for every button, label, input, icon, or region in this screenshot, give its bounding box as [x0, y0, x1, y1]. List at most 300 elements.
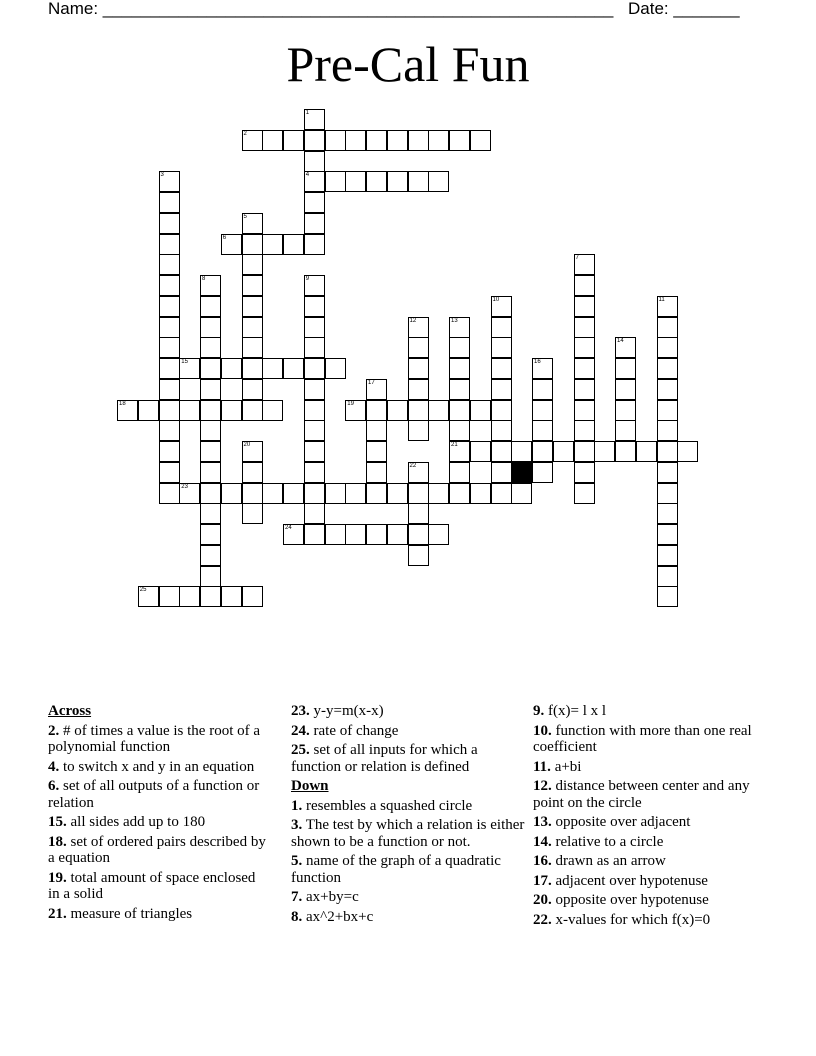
crossword-cell[interactable]: [657, 420, 678, 441]
crossword-cell[interactable]: [449, 483, 470, 504]
crossword-cell[interactable]: [159, 420, 180, 441]
clues-column-3: [533, 703, 769, 931]
clue-text: a+bi: [554, 758, 582, 775]
clue-label: 2.: [48, 722, 60, 739]
crossword-cell[interactable]: [242, 296, 263, 317]
clues-column-1: [48, 703, 270, 925]
crossword-cell[interactable]: [574, 400, 595, 421]
clues-column-2: [291, 703, 527, 928]
crossword-cell[interactable]: [304, 420, 325, 441]
down-clue: [533, 892, 769, 909]
clue-number: 13: [451, 317, 458, 324]
crossword-cell[interactable]: [221, 234, 242, 255]
crossword-cell[interactable]: [159, 296, 180, 317]
crossword-cell[interactable]: [449, 130, 470, 151]
clue-text: adjacent over hypotenuse: [555, 872, 708, 889]
clue-text: total amount of space enclosed in a solid: [48, 869, 256, 902]
crossword-cell[interactable]: [491, 296, 512, 317]
crossword-cell[interactable]: [615, 420, 636, 441]
crossword-cell[interactable]: [387, 483, 408, 504]
crossword-cell[interactable]: [408, 379, 429, 400]
crossword-cell[interactable]: [242, 337, 263, 358]
crossword-cell[interactable]: [242, 503, 263, 524]
crossword-cell[interactable]: [138, 400, 159, 421]
crossword-cell[interactable]: [304, 503, 325, 524]
crossword-cell[interactable]: [159, 462, 180, 483]
crossword-cell[interactable]: [304, 192, 325, 213]
crossword-cell[interactable]: [449, 358, 470, 379]
crossword-cell[interactable]: [179, 483, 200, 504]
crossword-cell[interactable]: [179, 358, 200, 379]
clue-number: 25: [139, 587, 147, 594]
crossword-cell[interactable]: [283, 234, 304, 255]
crossword-cell[interactable]: [532, 462, 553, 483]
date-field-label[interactable]: Date: _______: [628, 0, 740, 18]
crossword-cell[interactable]: [366, 130, 387, 151]
clue-number: 1: [305, 110, 310, 116]
clue-text: f(x)= l x l: [548, 703, 607, 719]
crossword-cell[interactable]: [159, 379, 180, 400]
crossword-cell[interactable]: [159, 254, 180, 275]
crossword-cell[interactable]: [615, 379, 636, 400]
down-clue: [533, 873, 769, 890]
crossword-cell[interactable]: [532, 441, 553, 462]
crossword-cell[interactable]: [408, 171, 429, 192]
clue-label: 6.: [48, 778, 60, 794]
crossword-cell[interactable]: [304, 483, 325, 504]
clue-number: 17: [368, 379, 375, 386]
clue-label: 1.: [291, 797, 303, 814]
clue-number: 14: [617, 338, 624, 345]
crossword-cell[interactable]: [262, 234, 283, 255]
crossword-cell[interactable]: [491, 441, 512, 462]
across-clue: [48, 778, 270, 811]
crossword-cell[interactable]: [387, 524, 408, 545]
crossword-cell[interactable]: [200, 275, 221, 296]
clue-number: 3: [160, 172, 164, 179]
crossword-cell[interactable]: [221, 358, 242, 379]
crossword-cell[interactable]: [159, 337, 180, 358]
crossword-cell[interactable]: [657, 358, 678, 379]
crossword-cell[interactable]: [657, 441, 678, 462]
crossword-cell[interactable]: [304, 130, 325, 151]
clue-label: 24.: [291, 722, 310, 739]
crossword-cell[interactable]: [179, 586, 200, 607]
crossword-cell[interactable]: [574, 317, 595, 338]
crossword-cell[interactable]: [242, 275, 263, 296]
clue-label: 16.: [533, 853, 552, 869]
clue-text: drawn as an arrow: [555, 853, 666, 869]
crossword-cell[interactable]: [449, 400, 470, 421]
crossword-cell[interactable]: [200, 462, 221, 483]
crossword-cell[interactable]: [200, 337, 221, 358]
down-clue: [533, 759, 769, 776]
clue-number: 6: [222, 234, 227, 241]
crossword-cell[interactable]: [449, 462, 470, 483]
clue-text: all sides add up to 180: [70, 814, 206, 830]
crossword-cell[interactable]: [200, 358, 221, 379]
crossword-cell[interactable]: [553, 441, 574, 462]
page-title: Pre-Cal Fun: [286, 36, 530, 92]
crossword-cell[interactable]: [304, 234, 325, 255]
crossword-cell[interactable]: [262, 483, 283, 504]
clue-number: 18: [119, 400, 126, 407]
crossword-cell[interactable]: [325, 524, 346, 545]
crossword-cell[interactable]: [408, 483, 429, 504]
crossword-cell[interactable]: [491, 337, 512, 358]
clue-number: 9: [305, 276, 310, 282]
clue-text: set of all inputs for which a function or relation is defined: [291, 742, 478, 775]
down-clue: [291, 798, 527, 815]
crossword-cell[interactable]: [594, 441, 615, 462]
clue-number: 22: [409, 462, 417, 469]
crossword-cell[interactable]: [200, 586, 221, 607]
crossword-cell[interactable]: [304, 358, 325, 379]
crossword-cell[interactable]: [200, 317, 221, 338]
crossword-cell[interactable]: [325, 171, 346, 192]
crossword-cell[interactable]: [511, 441, 532, 462]
crossword-cell[interactable]: [159, 192, 180, 213]
crossword-cell[interactable]: [159, 400, 180, 421]
crossword-cell[interactable]: [408, 130, 429, 151]
crossword-cell[interactable]: [491, 379, 512, 400]
crossword-cell[interactable]: [491, 358, 512, 379]
crossword-cell[interactable]: [387, 400, 408, 421]
clue-number: 24: [285, 525, 292, 531]
clue-text: relative to a circle: [555, 833, 664, 850]
clue-text: distance between center and any point on the circle: [533, 778, 750, 811]
down-clue: [291, 817, 527, 850]
clue-label: 10.: [533, 722, 552, 739]
crossword-cell[interactable]: [657, 586, 678, 607]
down-clue: [291, 853, 527, 886]
crossword-cell[interactable]: [408, 503, 429, 524]
crossword-cell[interactable]: [657, 462, 678, 483]
clue-text: set of all outputs of a function or relation: [48, 778, 260, 811]
crossword-cell[interactable]: [408, 400, 429, 421]
crossword-cell[interactable]: [200, 441, 221, 462]
crossword-cell[interactable]: [449, 420, 470, 441]
crossword-cell[interactable]: [242, 358, 263, 379]
crossword-cell[interactable]: [366, 462, 387, 483]
crossword-cell[interactable]: [428, 483, 449, 504]
crossword-cell[interactable]: [200, 524, 221, 545]
clue-text: opposite over hypotenuse: [555, 892, 709, 908]
crossword-cell[interactable]: [574, 420, 595, 441]
crossword-cell[interactable]: [574, 337, 595, 358]
clue-label: 20.: [533, 892, 552, 908]
clue-label: 22.: [533, 911, 552, 928]
crossword-cell[interactable]: [242, 400, 263, 421]
clue-label: 12.: [533, 778, 552, 794]
clue-number: 23: [181, 483, 188, 490]
crossword-cell[interactable]: [636, 441, 657, 462]
crossword-cell[interactable]: [200, 483, 221, 504]
crossword-cell[interactable]: [159, 171, 180, 192]
name-field-label[interactable]: Name: ______________________________________________________: [48, 0, 614, 18]
clue-number: 19: [347, 400, 354, 407]
crossword-cell[interactable]: [532, 358, 553, 379]
crossword-cell[interactable]: [408, 524, 429, 545]
crossword-cell[interactable]: [366, 379, 387, 400]
clue-label: 18.: [48, 833, 67, 850]
crossword-cell[interactable]: [304, 296, 325, 317]
crossword-cell[interactable]: [657, 524, 678, 545]
crossword-cell[interactable]: [366, 420, 387, 441]
clue-number: 21: [451, 442, 458, 448]
clue-label: 23.: [291, 703, 310, 719]
crossword-cell[interactable]: [304, 109, 325, 130]
crossword-cell[interactable]: [574, 483, 595, 504]
crossword-cell[interactable]: [159, 317, 180, 338]
across-clue: [48, 814, 270, 831]
crossword-cell[interactable]: [159, 483, 180, 504]
crossword-cell[interactable]: [242, 317, 263, 338]
clue-label: 14.: [533, 833, 552, 850]
crossword-cell[interactable]: [200, 400, 221, 421]
crossword-cell[interactable]: [366, 483, 387, 504]
crossword-cell[interactable]: [408, 358, 429, 379]
crossword-cell[interactable]: [304, 524, 325, 545]
crossword-cell[interactable]: [366, 524, 387, 545]
clue-text: x-values for which f(x)=0: [555, 911, 711, 928]
crossword-cell[interactable]: [677, 441, 698, 462]
crossword-cell[interactable]: [491, 400, 512, 421]
crossword-cell[interactable]: [262, 400, 283, 421]
crossword-cell[interactable]: [657, 483, 678, 504]
across-clue: [48, 723, 270, 756]
crossword-cell[interactable]: [470, 130, 491, 151]
clue-text: name of the graph of a quadratic function: [291, 853, 501, 886]
crossword-cell[interactable]: [615, 337, 636, 358]
crossword-cell[interactable]: [242, 130, 263, 151]
crossword-cell[interactable]: [657, 400, 678, 421]
clue-text: measure of triangles: [70, 905, 193, 922]
clue-number: 4: [305, 172, 310, 179]
crossword-cell[interactable]: [283, 358, 304, 379]
clue-number: 8: [202, 276, 206, 282]
crossword-cell[interactable]: [242, 441, 263, 462]
crossword-cell[interactable]: [304, 337, 325, 358]
crossword-cell[interactable]: [470, 400, 491, 421]
down-clue: [533, 853, 769, 870]
crossword-cell[interactable]: [574, 275, 595, 296]
crossword-cell[interactable]: [491, 462, 512, 483]
crossword-cell[interactable]: [574, 462, 595, 483]
crossword-cell[interactable]: [242, 586, 263, 607]
down-clue: [533, 723, 769, 756]
clue-label: 25.: [291, 742, 310, 758]
down-clue: [533, 834, 769, 851]
crossword-cell[interactable]: [304, 171, 325, 192]
across-clue: [48, 870, 270, 903]
down-clue: [533, 912, 769, 929]
crossword-cell[interactable]: [491, 420, 512, 441]
crossword-cell[interactable]: [449, 379, 470, 400]
across-clue: [48, 834, 270, 867]
crossword-cell[interactable]: [408, 317, 429, 338]
crossword-cell[interactable]: [491, 483, 512, 504]
crossword-cell[interactable]: [159, 234, 180, 255]
crossword-cell[interactable]: [345, 130, 366, 151]
crossword-cell[interactable]: [428, 524, 449, 545]
crossword-cell[interactable]: [470, 483, 491, 504]
crossword-cell[interactable]: [532, 420, 553, 441]
clue-text: to switch x and y in an equation: [63, 758, 255, 775]
across-clue: [291, 703, 527, 720]
crossword-cell[interactable]: [366, 400, 387, 421]
crossword-cell[interactable]: [262, 130, 283, 151]
crossword-cell[interactable]: [511, 483, 532, 504]
clue-number: 10: [492, 296, 500, 303]
crossword-cell[interactable]: [304, 400, 325, 421]
crossword-cell[interactable]: [283, 524, 304, 545]
crossword-cell[interactable]: [657, 545, 678, 566]
crossword-cell[interactable]: [304, 379, 325, 400]
crossword-cell[interactable]: [574, 358, 595, 379]
crossword-cell[interactable]: [138, 586, 159, 607]
crossword-cell[interactable]: [325, 358, 346, 379]
crossword-cell[interactable]: [657, 337, 678, 358]
crossword-cell[interactable]: [657, 317, 678, 338]
crossword-cell[interactable]: [304, 151, 325, 172]
crossword-cell[interactable]: [366, 171, 387, 192]
crossword-cell[interactable]: [304, 213, 325, 234]
crossword-cell[interactable]: [159, 586, 180, 607]
crossword-cell[interactable]: [574, 441, 595, 462]
crossword-cell[interactable]: [657, 379, 678, 400]
crossword-cell[interactable]: [345, 524, 366, 545]
crossword-cell[interactable]: [345, 171, 366, 192]
crossword-cell[interactable]: [159, 275, 180, 296]
crossword-cell[interactable]: [159, 441, 180, 462]
clue-label: 17.: [533, 872, 552, 889]
crossword-cell[interactable]: [304, 441, 325, 462]
crossword-cell[interactable]: [200, 503, 221, 524]
clue-number: 7: [575, 255, 579, 262]
crossword-cell[interactable]: [657, 566, 678, 587]
crossword-cell[interactable]: [200, 296, 221, 317]
crossword-cell[interactable]: [304, 317, 325, 338]
across-clue: [291, 723, 527, 740]
clue-label: 3.: [291, 817, 303, 833]
crossword-cell[interactable]: [408, 462, 429, 483]
clue-text: # of times a value is the root of a polynomial function: [48, 722, 261, 755]
crossword-cell[interactable]: [179, 400, 200, 421]
clue-text: ax+by=c: [306, 889, 359, 905]
crossword-cell[interactable]: [408, 545, 429, 566]
clue-label: 11.: [533, 758, 551, 775]
crossword-cell[interactable]: [449, 317, 470, 338]
crossword-cell[interactable]: [159, 358, 180, 379]
crossword-cell[interactable]: [428, 400, 449, 421]
crossword-cell[interactable]: [304, 275, 325, 296]
crossword-cell[interactable]: [242, 254, 263, 275]
crossword-cell[interactable]: [387, 171, 408, 192]
crossword-cell[interactable]: [491, 317, 512, 338]
crossword-cell[interactable]: [325, 130, 346, 151]
crossword-cell[interactable]: [242, 213, 263, 234]
down-clue: [291, 909, 527, 926]
crossword-cell[interactable]: [283, 483, 304, 504]
crossword-cell[interactable]: [242, 483, 263, 504]
crossword-cell[interactable]: [532, 379, 553, 400]
crossword-cell[interactable]: [325, 483, 346, 504]
crossword-cell[interactable]: [200, 420, 221, 441]
crossword-cell[interactable]: [574, 379, 595, 400]
crossword-cell[interactable]: [200, 545, 221, 566]
clue-label: 9.: [533, 703, 545, 719]
crossword-cell[interactable]: [221, 400, 242, 421]
clue-number: 11: [658, 296, 665, 303]
crossword-cell[interactable]: [408, 337, 429, 358]
crossword-cell[interactable]: [262, 358, 283, 379]
down-clue: [291, 889, 527, 906]
crossword-cell[interactable]: [304, 462, 325, 483]
crossword-cell[interactable]: [221, 586, 242, 607]
across-clue: [48, 759, 270, 776]
crossword-cell[interactable]: [574, 296, 595, 317]
clue-label: 19.: [48, 869, 67, 886]
crossword-cell[interactable]: [428, 171, 449, 192]
crossword-cell[interactable]: [615, 358, 636, 379]
clue-label: 15.: [48, 814, 67, 830]
clue-label: 8.: [291, 908, 303, 925]
crossword-cell[interactable]: [242, 379, 263, 400]
crossword-cell[interactable]: [470, 441, 491, 462]
crossword-cell[interactable]: [117, 400, 138, 421]
crossword-cell[interactable]: [345, 483, 366, 504]
crossword-cell[interactable]: [408, 420, 429, 441]
clue-text: set of ordered pairs described by a equation: [48, 833, 266, 866]
clue-number: 5: [243, 213, 247, 220]
clue-text: y-y=m(x-x): [313, 703, 384, 719]
clue-text: ax^2+bx+c: [306, 908, 374, 925]
down-heading: Down: [291, 778, 329, 794]
crossword-cell[interactable]: [345, 400, 366, 421]
clue-text: opposite over adjacent: [555, 814, 691, 830]
crossword-cell[interactable]: [574, 254, 595, 275]
clue-text: The test by which a relation is either shown to be a function or not.: [291, 817, 525, 850]
crossword-cell[interactable]: [366, 441, 387, 462]
crossword-cell[interactable]: [449, 337, 470, 358]
crossword-cell[interactable]: [657, 503, 678, 524]
clue-number: 15: [181, 359, 188, 365]
crossword-cell[interactable]: [449, 441, 470, 462]
crossword-cell[interactable]: [200, 379, 221, 400]
crossword-cell[interactable]: [428, 130, 449, 151]
crossword-block: [511, 462, 532, 483]
crossword-cell[interactable]: [387, 130, 408, 151]
crossword-cell[interactable]: [159, 213, 180, 234]
clue-label: 4.: [48, 758, 60, 775]
down-clue: [533, 778, 769, 811]
clue-text: function with more than one real coefficient: [533, 722, 752, 755]
crossword-cell[interactable]: [615, 441, 636, 462]
clue-number: 12: [409, 317, 417, 324]
crossword-cell[interactable]: [532, 400, 553, 421]
crossword-cell[interactable]: [200, 566, 221, 587]
crossword-cell[interactable]: [283, 130, 304, 151]
crossword-cell[interactable]: [615, 400, 636, 421]
crossword-cell[interactable]: [242, 462, 263, 483]
crossword-cell[interactable]: [657, 296, 678, 317]
crossword-cell[interactable]: [221, 483, 242, 504]
clue-label: 7.: [291, 889, 303, 905]
clue-label: 13.: [533, 814, 552, 830]
crossword-cell[interactable]: [242, 234, 263, 255]
clue-number: 16: [534, 359, 541, 365]
